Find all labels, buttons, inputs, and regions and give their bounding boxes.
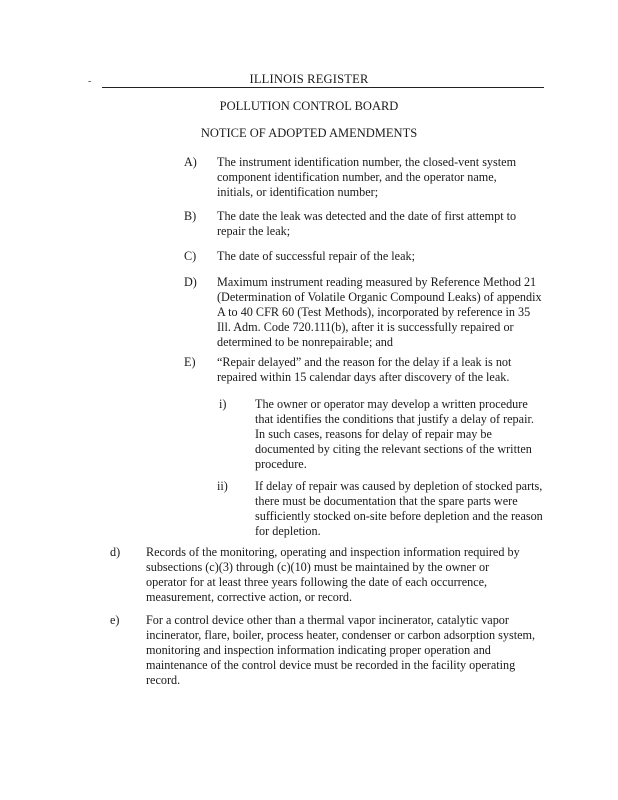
item-e-text: “Repair delayed” and the reason for the delay if a leak is not repaired within 15 calendar days after discovery of the leak.	[217, 355, 512, 384]
item-e-label: E)	[184, 355, 196, 369]
subitem-ii-label: ii)	[217, 479, 228, 493]
item-d-text: Maximum instrument reading measured by Reference Method 21 (Determination of Volatile Organic Compound Leaks) of appendix A to 40 CFR 60 (Test Methods), incorporated by reference in 35 Ill. Adm. Code 720.111(b), after it is successfully repaired or determined to be nonrepairable; and	[217, 275, 542, 349]
item-a-label: A)	[184, 155, 197, 169]
subitem-i-label: i)	[219, 397, 227, 411]
item-c-text: The date of successful repair of the leak;	[217, 249, 415, 263]
item-e-lower-text: For a control device other than a thermal vapor incinerator, catalytic vapor incinerator, flare, boiler, process heater, condenser or carbon adsorption system, monitoring and inspection information indicating proper operation and maintenance of the control device must be recorded in the facility operating record.	[146, 613, 536, 687]
header-rule	[102, 87, 544, 88]
board-title: POLLUTION CONTROL BOARD	[219, 99, 399, 113]
item-a-text: The instrument identification number, the closed-vent system component identification number, and the operator name, initials, or identification number;	[217, 155, 517, 199]
register-title: ILLINOIS REGISTER	[249, 72, 369, 86]
subitem-i-text: The owner or operator may develop a written procedure that identifies the conditions that justify a delay of repair. In such cases, reasons for delay of repair may be documented by citing the relevant sections of the written procedure.	[255, 397, 534, 471]
item-b-text: The date the leak was detected and the date of first attempt to repair the leak;	[217, 209, 517, 238]
item-d-lower-label: d)	[110, 545, 121, 559]
subitem-ii-text: If delay of repair was caused by depletion of stocked parts, there must be documentation that the spare parts were sufficiently stocked on-site before depletion and the reason for depletion.	[255, 479, 543, 538]
item-d-label: D)	[184, 275, 197, 289]
item-b-label: B)	[184, 209, 197, 223]
item-c-label: C)	[184, 249, 197, 263]
notice-title: NOTICE OF ADOPTED AMENDMENTS	[200, 126, 418, 140]
item-e-lower-label: e)	[110, 613, 120, 627]
item-d-lower-text: Records of the monitoring, operating and inspection information required by subsections (c)(3) through (c)(10) must be maintained by the owner or operator for at least three years following the date of each occurrence, measurement, corrective action, or record.	[146, 545, 520, 604]
header-mark: -	[88, 76, 92, 87]
